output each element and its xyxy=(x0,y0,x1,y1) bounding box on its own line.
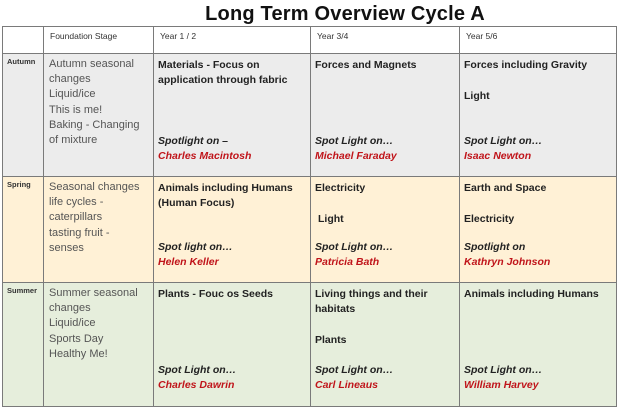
foundation-line: Summer seasonal xyxy=(49,287,138,299)
topic-line: Electricity xyxy=(315,182,366,194)
row-autumn xyxy=(3,54,617,177)
year-1-2-cell xyxy=(154,283,311,407)
foundation-line: life cycles - xyxy=(49,196,104,209)
spotlight-label: Spot Light on… xyxy=(315,135,394,147)
foundation-line: Liquid/ice xyxy=(49,317,96,330)
year-5-6-cell xyxy=(460,177,617,283)
spotlight-label: Spot Light on… xyxy=(315,364,394,376)
spotlight-person: Charles Dawrin xyxy=(158,379,235,392)
header-row xyxy=(3,27,617,54)
spotlight xyxy=(464,363,612,394)
season-label: Autumn xyxy=(3,54,44,177)
foundation-line: Liquid/ice xyxy=(49,88,96,101)
row-summer xyxy=(3,283,617,407)
page-title: Long Term Overview Cycle A xyxy=(205,3,485,25)
topic-spacer xyxy=(464,73,612,88)
foundation-line: Healthy Me! xyxy=(49,347,108,360)
header-year-1-2: Year 1 / 2 xyxy=(154,27,311,54)
spotlight xyxy=(464,134,612,165)
topic-line: Plants - Fouc os Seeds xyxy=(158,288,273,300)
topic xyxy=(315,58,455,73)
spotlight-person: William Harvey xyxy=(464,379,539,392)
season-label: Spring xyxy=(3,177,44,283)
season-label: Summer xyxy=(3,283,44,407)
foundation-line: senses xyxy=(49,241,84,254)
spotlight-label: Spot Light on… xyxy=(158,364,237,376)
header-empty xyxy=(3,27,44,54)
spotlight-label: Spotlight on – xyxy=(158,135,228,147)
foundation-line: This is me! xyxy=(49,103,103,116)
spotlight-person: Charles Macintosh xyxy=(158,150,252,163)
foundation-cell xyxy=(44,177,154,283)
topic-line: application through fabric xyxy=(158,74,288,87)
foundation-line: Seasonal changes xyxy=(49,181,140,193)
topic-line: Electricity xyxy=(464,212,515,225)
spotlight-person: Isaac Newton xyxy=(464,150,532,163)
spotlight-label: Spot Light on… xyxy=(464,364,543,376)
foundation-cell xyxy=(44,283,154,407)
topic-line: Forces including Gravity xyxy=(464,59,588,71)
topic xyxy=(464,181,612,227)
foundation-line: Autumn seasonal xyxy=(49,58,134,70)
header-year-3-4: Year 3/4 xyxy=(311,27,460,54)
topic-spacer xyxy=(315,318,455,333)
spotlight-person: Kathryn Johnson xyxy=(464,256,551,269)
foundation-line: Baking - Changing xyxy=(49,118,140,131)
year-3-4-cell xyxy=(311,54,460,177)
topic xyxy=(315,287,455,349)
year-3-4-cell xyxy=(311,283,460,407)
foundation-cell xyxy=(44,54,154,177)
topic-line: habitats xyxy=(315,303,356,316)
topic-line: (Human Focus) xyxy=(158,197,235,210)
foundation-line: of mixture xyxy=(49,134,98,147)
topic-spacer xyxy=(464,196,612,211)
topic xyxy=(464,287,612,302)
foundation-line: changes xyxy=(49,302,91,315)
year-1-2-cell xyxy=(154,177,311,283)
header-year-5-6: Year 5/6 xyxy=(460,27,617,54)
topic xyxy=(158,181,306,212)
topic-line: Animals including Humans xyxy=(464,288,599,300)
topic xyxy=(158,287,306,302)
foundation-line: Sports Day xyxy=(49,332,104,345)
foundation-line: tasting fruit - xyxy=(49,226,110,239)
spotlight-label: Spot Light on… xyxy=(464,135,543,147)
spotlight-person: Patricia Bath xyxy=(315,256,380,269)
spotlight-person: Michael Faraday xyxy=(315,150,397,163)
spotlight xyxy=(158,240,306,271)
spotlight-person: Carl Lineaus xyxy=(315,379,379,392)
topic-line: Light xyxy=(318,212,344,225)
spotlight xyxy=(315,240,455,271)
topic-line: Earth and Space xyxy=(464,182,547,194)
topic xyxy=(315,181,455,227)
topic-line: Light xyxy=(464,89,490,102)
spotlight-label: Spotlight on xyxy=(464,241,526,253)
year-3-4-cell xyxy=(311,177,460,283)
header-foundation: Foundation Stage xyxy=(44,27,154,54)
spotlight xyxy=(464,240,612,271)
foundation-line: changes xyxy=(49,73,91,86)
topic-line: Materials - Focus on xyxy=(158,59,260,71)
overview-table xyxy=(2,26,617,407)
spotlight-person: Helen Keller xyxy=(158,256,219,269)
topic xyxy=(158,58,306,89)
spotlight xyxy=(315,363,455,394)
spotlight xyxy=(315,134,455,165)
topic-spacer xyxy=(315,196,455,211)
topic-line: Forces and Magnets xyxy=(315,59,417,71)
year-5-6-cell xyxy=(460,283,617,407)
topic-line: Plants xyxy=(315,334,347,347)
year-5-6-cell xyxy=(460,54,617,177)
spotlight xyxy=(158,134,306,165)
foundation-line: caterpillars xyxy=(49,211,103,224)
topic-line: Animals including Humans xyxy=(158,182,293,194)
year-1-2-cell xyxy=(154,54,311,177)
row-spring xyxy=(3,177,617,283)
spotlight xyxy=(158,363,306,394)
spotlight-label: Spot Light on… xyxy=(315,241,394,253)
topic xyxy=(464,58,612,104)
spotlight-label: Spot light on… xyxy=(158,241,233,253)
topic-line: Living things and their xyxy=(315,288,428,300)
